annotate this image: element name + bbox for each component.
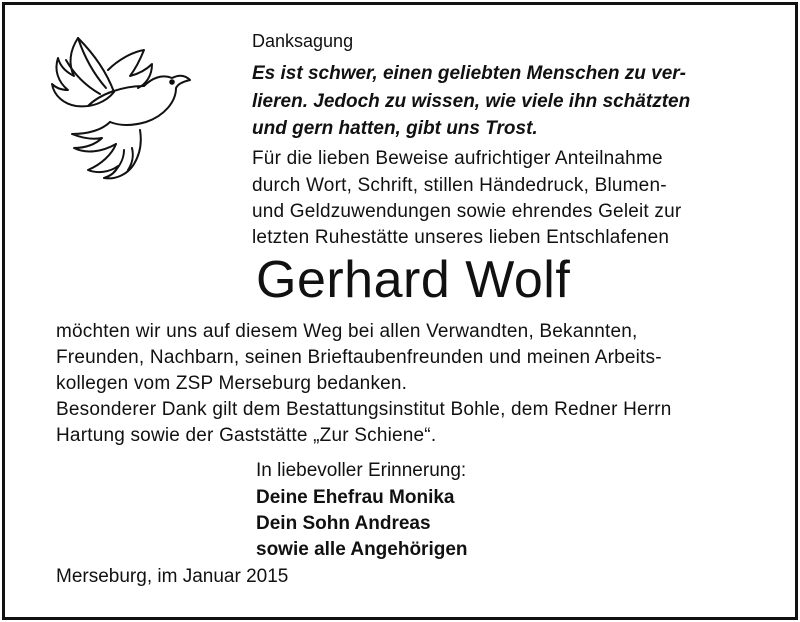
motto-line: und gern hatten, gibt uns Trost. [252,118,538,139]
body-line: Freunden, Nachbarn, seinen Brieftaubenfreunden und meinen Arbeits- [56,347,662,368]
closing-phrase: In liebevoller Erinnerung: [256,460,467,481]
heading: Danksagung [252,31,354,51]
motto-line: Es ist schwer, einen geliebten Menschen zu ver- [252,63,686,84]
intro-line: Für die lieben Beweise aufrichtiger Anteilnahme [252,148,663,169]
signatory: Dein Sohn Andreas [256,513,431,534]
place-date: Merseburg, im Januar 2015 [56,566,289,587]
signatory: sowie alle Angehörigen [256,539,468,560]
body-line: kollegen vom ZSP Merseburg bedanken. [56,373,408,394]
motto-line: lieren. Jedoch zu wissen, wie viele ihn schätzten [252,91,691,112]
intro-line: durch Wort, Schrift, stillen Händedruck, Blumen- [252,175,667,196]
dove-icon [48,30,194,180]
body-line: Hartung sowie der Gaststätte „Zur Schiene“. [56,425,437,446]
deceased-name: Gerhard Wolf [256,251,571,309]
body-line: Besonderer Dank gilt dem Bestattungsinstitut Bohle, dem Redner Herrn [56,399,672,420]
signatory: Deine Ehefrau Monika [256,487,455,508]
intro-line: letzten Ruhestätte unseres lieben Entschlafenen [252,227,670,248]
intro-line: und Geldzuwendungen sowie ehrendes Geleit zur [252,201,682,222]
body-line: möchten wir uns auf diesem Weg bei allen Verwandten, Bekannten, [56,321,638,342]
